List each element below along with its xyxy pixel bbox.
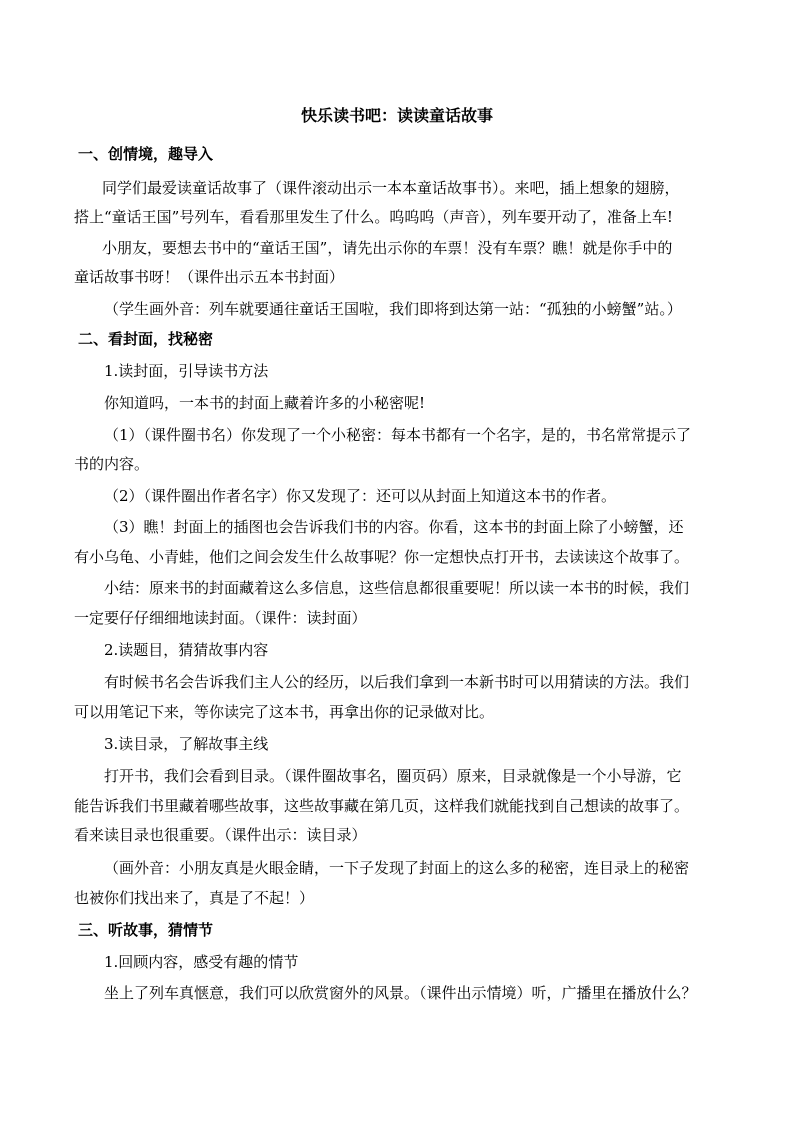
subheading: 2.读题目，猜猜故事内容 xyxy=(104,641,269,659)
section-heading-2: 二、看封面，找秘密 xyxy=(78,330,214,348)
paragraph-line: 同学们最爱读童话故事了（课件滚动出示一本本童话故事书）。来吧，插上想象的翅膀， xyxy=(102,179,680,197)
paragraph-line: 看来读目录也很重要。（课件出示：读目录） xyxy=(74,826,367,844)
paragraph-line: 可以用笔记下来，等你读完了这本书，再拿出你的记录做对比。 xyxy=(74,703,495,721)
paragraph-line: 能告诉我们书里藏着哪些故事，这些故事藏在第几页，这样我们就能找到自己想读的故事了。 xyxy=(74,797,690,815)
paragraph-line: 搭上“童话王国”号列车，看看那里发生了什么。呜呜呜（声音），列车要开动了，准备上车! xyxy=(74,208,673,226)
paragraph-line: （3）瞧！封面上的插图也会告诉我们书的内容。你看，这本书的封面上除了小螃蟹，还 xyxy=(104,518,684,536)
paragraph-line: 你知道吗，一本书的封面上藏着许多的小秘密呢! xyxy=(104,394,426,412)
paragraph-line: （画外音：小朋友真是火眼金睛，一下子发现了封面上的这么多的秘密，连目录上的秘密 xyxy=(104,859,690,877)
paragraph-line: 一定要仔仔细细地读封面。（课件：读封面） xyxy=(74,609,367,627)
page-title: 快乐读书吧：读读童话故事 xyxy=(300,106,493,125)
subheading: 1.读封面，引导读书方法 xyxy=(104,362,269,380)
paragraph-line: 童话故事书呀！（课件出示五本书封面） xyxy=(74,268,345,286)
subheading: 3.读目录，了解故事主线 xyxy=(104,735,269,753)
paragraph-line: （2）（课件圈出作者名字）你又发现了：还可以从封面上知道这本书的作者。 xyxy=(104,487,617,505)
paragraph-line: （1）（课件圈书名）你发现了一个小秘密：每本书都有一个名字，是的，书名常常提示了 xyxy=(104,426,692,444)
paragraph-line: 小结：原来书的封面藏着这么多信息，这些信息都很重要呢！所以读一本书的时候，我们 xyxy=(104,579,690,597)
section-heading-3: 三、听故事，猜情节 xyxy=(78,921,214,939)
paragraph-line: 也被你们找出来了，真是了不起！） xyxy=(74,889,315,907)
paragraph-line: 有小乌龟、小青蛙，他们之间会发生什么故事呢？你一定想快点打开书，去读读这个故事了。 xyxy=(74,548,690,566)
paragraph-line: 有时候书名会告诉我们主人公的经历，以后我们拿到一本新书时可以用猜读的方法。我们 xyxy=(104,673,690,691)
paragraph-line: 小朋友，要想去书中的“童话王国”，请先出示你的车票！没有车票？瞧！就是你手中的 xyxy=(102,239,673,257)
paragraph-line: （学生画外音：列车就要通往童话王国啦，我们即将到达第一站：“孤独的小螃蟹”站。） xyxy=(104,300,682,318)
subheading: 1.回顾内容，感受有趣的情节 xyxy=(104,953,299,971)
paragraph-line: 坐上了列车真惬意，我们可以欣赏窗外的风景。（课件出示情境）听，广播里在播放什么？ xyxy=(104,984,697,1002)
section-heading-1: 一、创情境，趣导入 xyxy=(78,145,214,163)
paragraph-line: 书的内容。 xyxy=(74,455,150,473)
paragraph-line: 打开书，我们会看到目录。（课件圈故事名，圈页码）原来，目录就像是一个小导游，它 xyxy=(104,767,682,785)
